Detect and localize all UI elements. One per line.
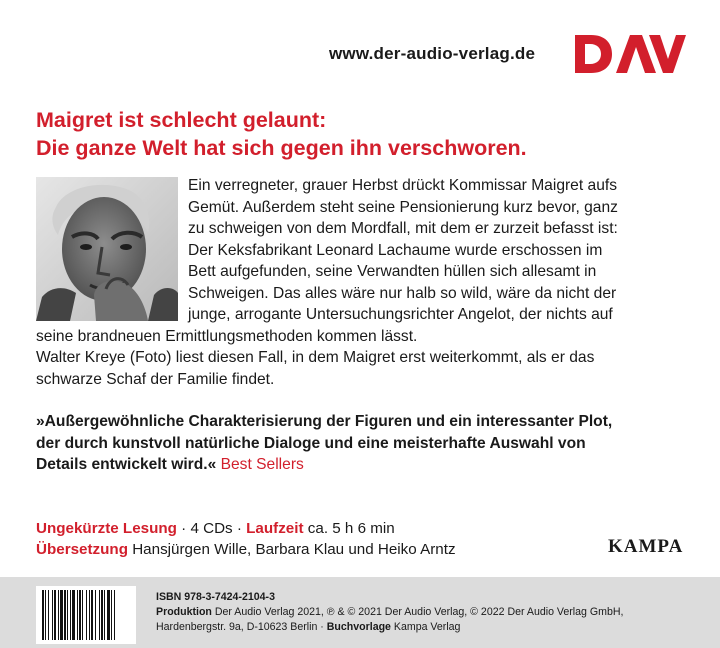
description-line: Schweigen. Das alles wäre nur halb so wild, wäre da nicht der	[188, 284, 617, 302]
description-line: seine brandneuen Ermittlungsmethoden kommen lässt.	[36, 327, 418, 345]
barcode-bar	[111, 590, 112, 640]
edition-label: Ungekürzte Lesung	[36, 520, 177, 537]
runtime-value: ca. 5 h 6 min	[307, 520, 395, 537]
barcode-bar	[91, 590, 93, 640]
headline	[36, 106, 676, 162]
review-source: Best Sellers	[220, 456, 304, 473]
description-line: schwarze Schaf der Familie findet.	[36, 370, 275, 388]
barcode-bar	[95, 590, 96, 640]
description-line: Ein verregneter, grauer Herbst drückt Kommissar Maigret aufs	[188, 177, 617, 194]
cd-count: · 4 CDs ·	[181, 520, 242, 537]
production-label: Produktion	[156, 606, 212, 618]
source-label: Buchvorlage	[326, 621, 391, 633]
address: Hardenbergstr. 9a, D-10623 Berlin ·	[156, 621, 324, 633]
barcode-bar	[64, 590, 66, 640]
barcode-bar	[104, 590, 105, 640]
barcode-bar	[58, 590, 59, 640]
translators: Hansjürgen Wille, Barbara Klau und Heiko Arntz	[132, 540, 456, 558]
description	[36, 175, 682, 390]
description-line: Der Keksfabrikant Leonard Lachaume wurde erschossen im	[188, 241, 603, 259]
review-quote	[36, 411, 686, 476]
barcode-bar	[54, 590, 56, 640]
production-text: Der Audio Verlag 2021, ℗ & © 2021 Der Audio Verlag, © 2022 Der Audio Verlag GmbH,	[214, 606, 624, 618]
credits	[36, 519, 456, 560]
headline-line-1: Maigret ist schlecht gelaunt:	[36, 108, 327, 132]
translation-label: Übersetzung	[36, 540, 128, 558]
barcode-bar	[70, 590, 71, 640]
kampa-logo: KAMPA	[608, 536, 684, 557]
description-line: Gemüt. Außerdem steht seine Pensionierung kurz bevor, ganz	[188, 198, 618, 216]
barcode-bar	[114, 590, 115, 640]
barcode-bar	[101, 590, 103, 640]
barcode-bar	[107, 590, 110, 640]
description-line: junge, arrogante Untersuchungsrichter Angelot, der nichts auf	[188, 306, 613, 323]
barcode-bar	[82, 590, 83, 640]
headline-line-2: Die ganze Welt hat sich gegen ihn verschworen.	[36, 136, 527, 160]
barcode-bar	[52, 590, 53, 640]
barcode-bar	[72, 590, 75, 640]
isbn: ISBN 978-3-7424-2104-3	[156, 591, 275, 603]
barcode-bar	[99, 590, 100, 640]
description-line: zu schweigen von dem Mordfall, mit dem er zurzeit befasst ist:	[188, 220, 618, 237]
description-line: Walter Kreye (Foto) liest diesen Fall, in dem Maigret erst weiterkommt, als er das	[36, 349, 595, 366]
barcode	[36, 586, 136, 644]
barcode-bar	[77, 590, 78, 640]
barcode-bar	[60, 590, 63, 640]
review-line-2: der durch kunstvoll natürliche Dialoge und eine meisterhafte Auswahl von	[36, 434, 586, 452]
review-line-3: Details entwickelt wird.«	[36, 456, 217, 473]
description-line: Bett aufgefunden, seine Verwandten hüllen sich allesamt in	[188, 263, 597, 280]
dav-logo	[575, 35, 686, 73]
barcode-bar	[48, 590, 49, 640]
barcode-graphic	[42, 590, 130, 640]
source-text: Kampa Verlag	[393, 621, 461, 633]
imprint	[156, 590, 623, 635]
runtime-label: Laufzeit	[246, 520, 304, 537]
barcode-bar	[89, 590, 90, 640]
website-url: www.der-audio-verlag.de	[329, 44, 536, 63]
barcode-bar	[79, 590, 81, 640]
barcode-bar	[45, 590, 46, 640]
review-line-1: »Außergewöhnliche Charakterisierung der Figuren und ein interessanter Plot,	[36, 413, 613, 430]
barcode-bar	[67, 590, 68, 640]
barcode-bar	[86, 590, 87, 640]
barcode-bar	[42, 590, 44, 640]
